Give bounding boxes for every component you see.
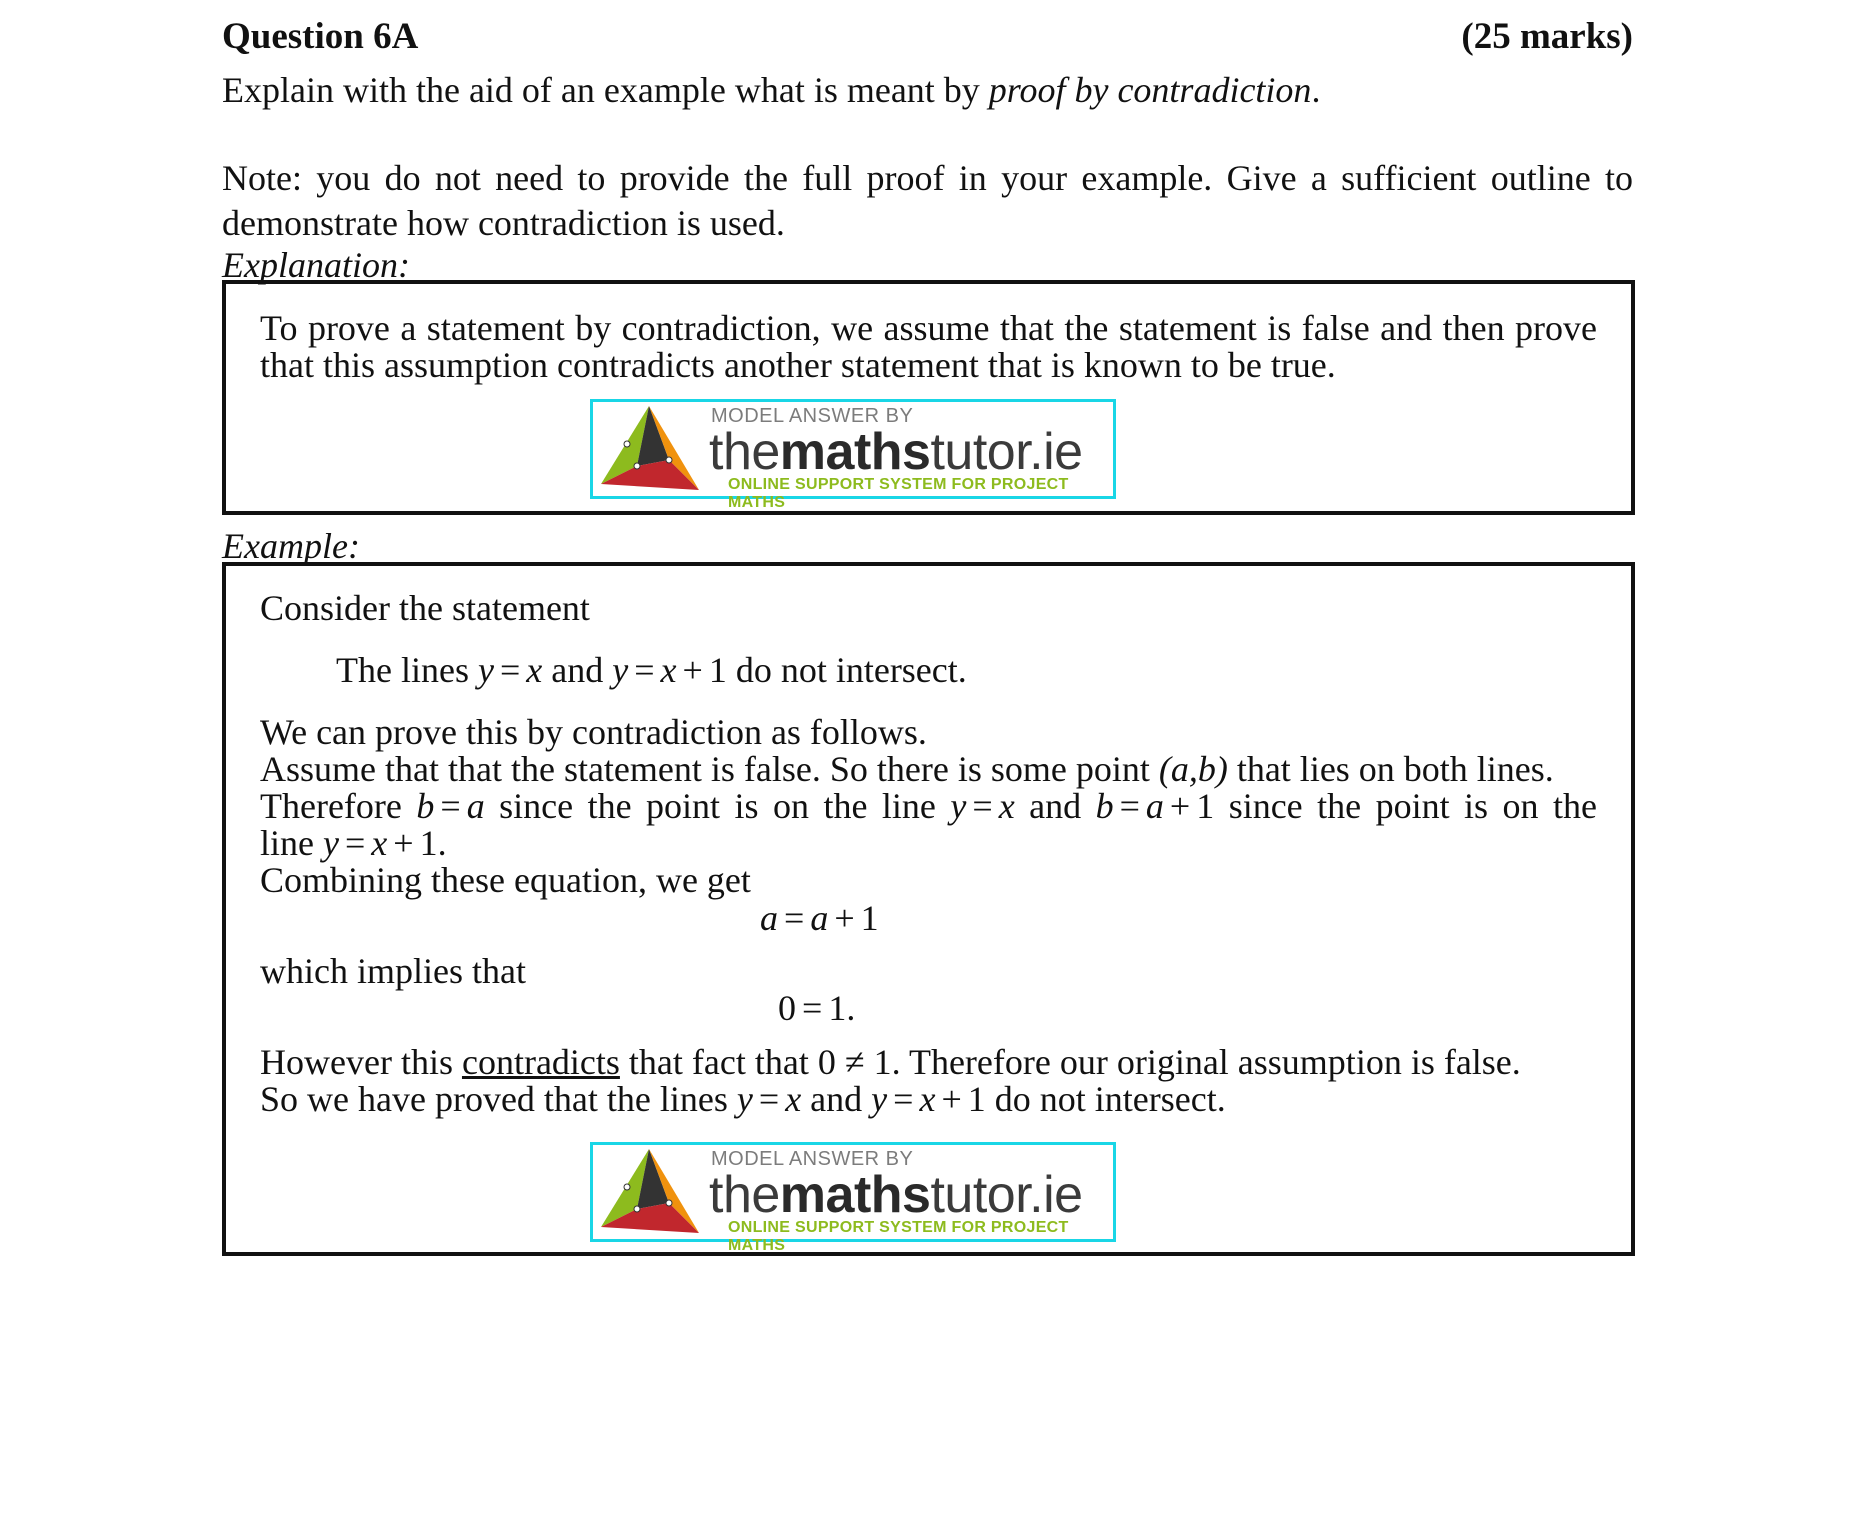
explanation-line-1: To prove a statement by contradiction, we assume that the statement is false and then prove xyxy=(260,308,1597,348)
example-label: Example: xyxy=(222,526,360,566)
example-line-continuation: line y = x + 1. xyxy=(260,823,447,863)
example-statement: The lines y = x and y = x + 1 do not intersect. xyxy=(336,650,967,690)
question-title: Question 6A xyxy=(222,16,419,57)
contradicts-underlined: contradicts xyxy=(461,1042,620,1082)
equation-zero-equals-one: 0 = 1. xyxy=(778,988,856,1028)
explanation-box xyxy=(222,280,1635,515)
logo-caption: MODEL ANSWER BY xyxy=(711,1148,914,1170)
watermark-logo xyxy=(590,399,1116,511)
example-however-line: However this contradicts that fact that 0 ≠ 1. Therefore our original assumption is false. xyxy=(260,1042,1521,1082)
watermark-logo xyxy=(590,1142,1116,1254)
triangle-logo-icon xyxy=(599,404,709,494)
explanation-line-2: that this assumption contradicts another statement that is known to be true. xyxy=(260,345,1336,385)
logo-caption: MODEL ANSWER BY xyxy=(711,405,914,427)
example-therefore-line: Therefore b = a since the point is on the line y = x and b = a + 1 since the point is on the xyxy=(260,786,1597,826)
logo-brand: themathstutor.ie xyxy=(709,1166,1083,1224)
logo-brand: themathstutor.ie xyxy=(709,423,1083,481)
key-term: proof by contradiction xyxy=(988,70,1312,110)
example-consider: Consider the statement xyxy=(260,588,590,628)
logo-tagline: ONLINE SUPPORT SYSTEM FOR PROJECT MATHS xyxy=(728,476,1069,511)
question-marks: (25 marks) xyxy=(1461,16,1633,57)
example-box xyxy=(222,562,1635,1256)
example-conclusion-line: So we have proved that the lines y = x and y = x + 1 do not intersect. xyxy=(260,1079,1226,1119)
equation-a-equals-a-plus-1: a = a + 1 xyxy=(760,898,879,938)
example-prove-line: We can prove this by contradiction as follows. xyxy=(260,712,927,752)
logo-tagline: ONLINE SUPPORT SYSTEM FOR PROJECT MATHS xyxy=(728,1219,1069,1254)
example-implies: which implies that xyxy=(260,951,526,991)
explanation-label: Explanation: xyxy=(222,245,410,285)
question-header xyxy=(222,14,1633,62)
example-assume-line: Assume that that the statement is false. So there is some point (a,b) that lies on both lines. xyxy=(260,749,1554,789)
question-note: Note: you do not need to provide the full proof in your example. Give a sufficient outline to demonstrate how contradiction is used. xyxy=(222,158,1633,243)
triangle-logo-icon xyxy=(599,1147,709,1237)
example-combining: Combining these equation, we get xyxy=(260,860,751,900)
question-prompt: Explain with the aid of an example what is meant by proof by contradiction. xyxy=(222,70,1321,110)
